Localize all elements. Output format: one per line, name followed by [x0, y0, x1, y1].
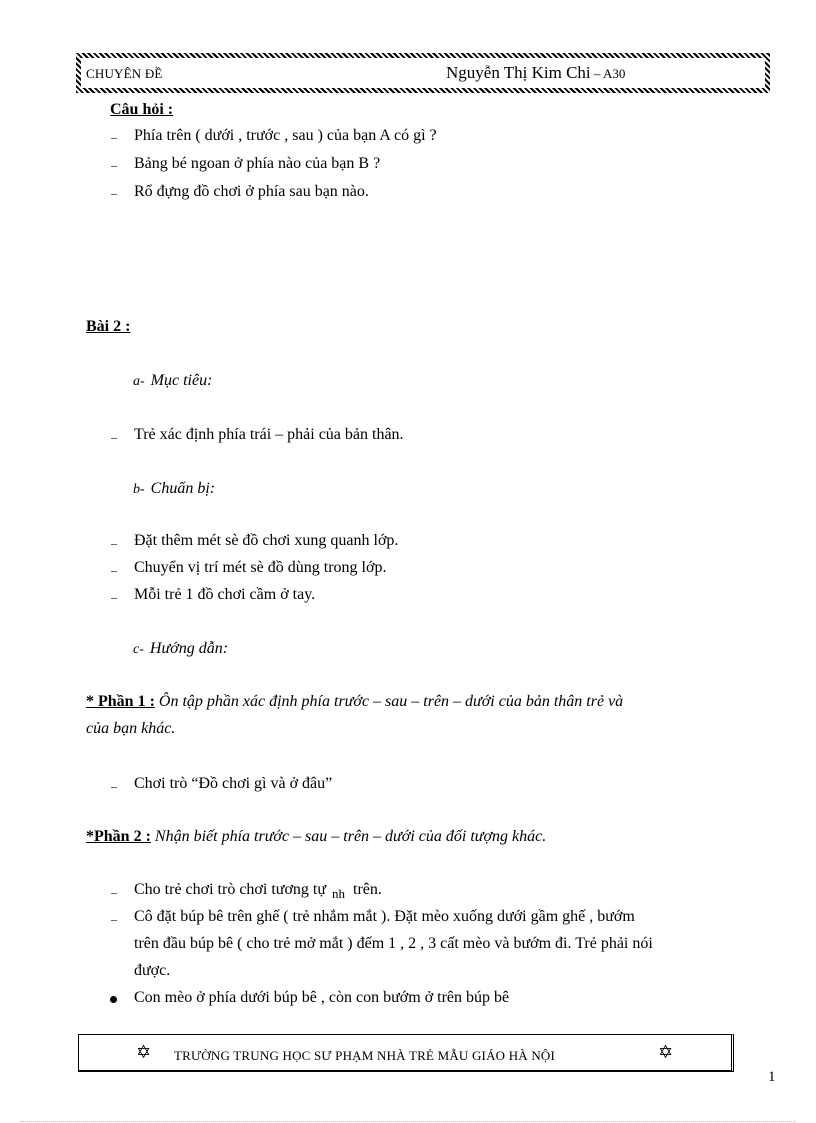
dash-marker: – — [111, 158, 117, 172]
phan2-item-1: Cho trẻ chơi trò chơi tương tự $_{nh}$ trên. — [134, 881, 382, 901]
header-topic: CHUYÊN ĐỀ — [86, 66, 163, 81]
phan2-text: Nhận biết phía trước – sau – trên – dưới của đối tượng khác. — [150, 828, 547, 845]
page-edge — [20, 1121, 796, 1122]
prep-item: Chuyển vị trí mét sè đồ dùng trong lớp. — [134, 559, 387, 576]
section-c-letter: c- — [133, 642, 144, 657]
dash-marker: – — [111, 186, 117, 200]
section-b-label: b- Chuẩn bị: — [133, 480, 216, 497]
phan2-bullet-item: Con mèo ở phía dưới búp bê , còn con bướm ở trên búp bê — [134, 989, 510, 1006]
dash-marker: – — [111, 885, 117, 899]
phan1-heading — [86, 693, 623, 711]
dash-marker: – — [111, 590, 117, 604]
section-a-letter: a- — [133, 374, 145, 389]
item-subscript: nh — [332, 886, 346, 901]
dash-marker: – — [111, 779, 117, 793]
dash-marker: – — [111, 430, 117, 444]
star-icon: ✡ — [658, 1042, 674, 1062]
dash-marker: – — [111, 912, 117, 926]
header-author — [446, 63, 625, 83]
phan2-item-2-line1: Cô đặt búp bê trên ghế ( trẻ nhắm mắt ). Đặt mèo xuống dưới gầm ghế , bướm — [134, 908, 635, 925]
phan2-heading — [86, 828, 546, 846]
phan2-item-2-line2: trên đầu búp bê ( cho trẻ mở mắt ) đếm 1 , 2 , 3 cất mèo và bướm đi. Trẻ phải nói — [134, 935, 653, 952]
bai2-title: Bài 2 : — [86, 318, 131, 335]
prep-item: Mỗi trẻ 1 đồ chơi cầm ở tay. — [134, 586, 316, 603]
phan1-text-cont: của bạn khác. — [86, 720, 176, 737]
author-name: Nguyễn Thị Kim Chi — [446, 63, 591, 82]
question-item: Rổ đựng đồ chơi ở phía sau bạn nào. — [134, 183, 369, 200]
dash-marker: – — [111, 563, 117, 577]
questions-title: Câu hỏi : — [110, 101, 174, 118]
star-icon: ✡ — [136, 1042, 152, 1062]
header-border — [76, 53, 770, 93]
page-number: 1 — [768, 1069, 776, 1085]
dash-marker: – — [111, 536, 117, 550]
section-c-label: c- Hướng dẫn: — [133, 640, 229, 657]
dash-marker: – — [111, 130, 117, 144]
author-code: – A30 — [590, 66, 626, 81]
phan2-title: *Phần 2 : — [86, 828, 151, 845]
phan1-item: Chơi trò “Đồ chơi gì và ở đâu” — [134, 775, 333, 792]
question-item: Phía trên ( dưới , trước , sau ) của bạn A có gì ? — [134, 127, 437, 144]
phan1-title: * Phần 1 : — [86, 693, 155, 710]
objective-item: Trẻ xác định phía trái – phải của bản thân. — [134, 426, 404, 443]
section-b-letter: b- — [133, 482, 145, 497]
section-a-label: a- Mục tiêu: — [133, 372, 213, 389]
phan1-text: Ôn tập phần xác định phía trước – sau – trên – dưới của bản thân trẻ và — [154, 693, 624, 710]
bullet-dot — [110, 996, 117, 1003]
prep-item: Đặt thêm mét sè đồ chơi xung quanh lớp. — [134, 532, 399, 549]
question-item: Bảng bé ngoan ở phía nào của bạn B ? — [134, 155, 381, 172]
footer-school: TRƯỜNG TRUNG HỌC SƯ PHẠM NHÀ TRẺ MẪU GIÁO HÀ NỘI — [174, 1048, 556, 1063]
phan2-item-2-line3: được. — [134, 962, 171, 979]
